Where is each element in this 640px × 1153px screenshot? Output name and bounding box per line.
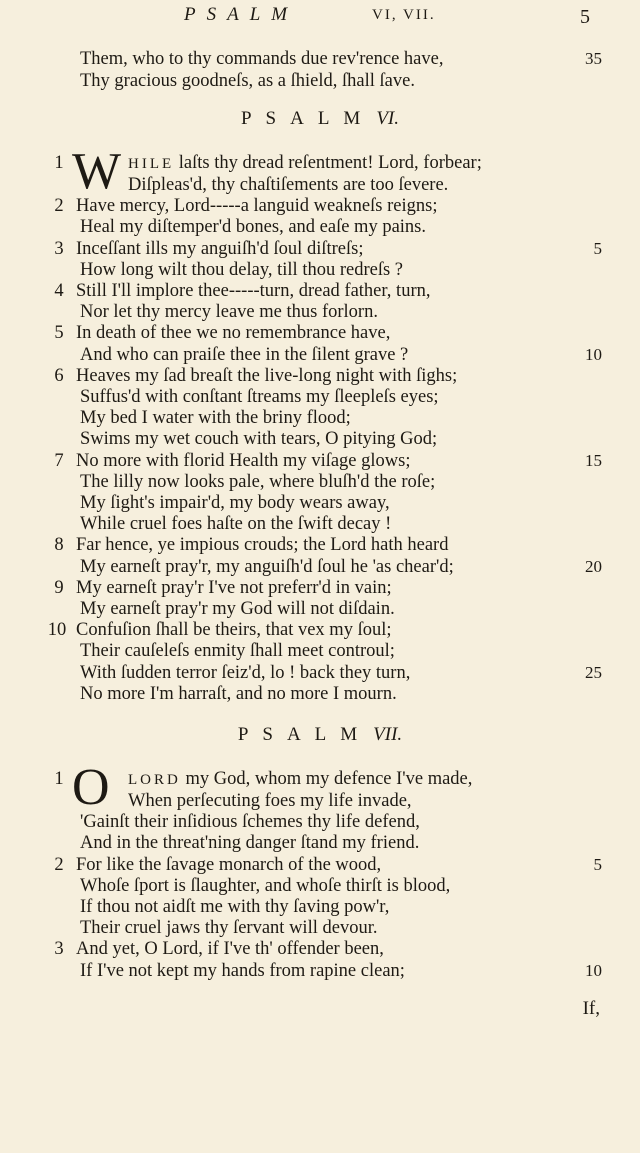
verse-number: 6	[54, 365, 64, 386]
drop-cap: W	[72, 143, 122, 200]
verse-number: 9	[54, 577, 64, 598]
line-number: 35	[585, 49, 602, 68]
verse-line	[0, 790, 640, 812]
verse-number: 5	[54, 323, 64, 344]
verse-text: My bed I water with the briny flood;	[80, 408, 351, 429]
psalm-6-heading	[0, 106, 640, 132]
verse-text: my God, whom my defence I've made,	[180, 769, 473, 789]
verse-text: While cruel foes haſte on the ſwift decay !	[80, 514, 392, 535]
verse-text: Swims my wet couch with tears, O pitying God;	[80, 429, 438, 450]
line-number: 5	[593, 854, 602, 874]
verse-text: If thou not aidſt me with thy ſaving pow'r,	[80, 897, 390, 917]
verse-text: Diſpleas'd, thy chaſtiſements are too ſevere.	[128, 175, 449, 195]
verse-line	[0, 960, 640, 982]
verse-line	[0, 428, 640, 450]
verse-line	[0, 216, 640, 238]
verse-text: The lilly now looks pale, where bluſh'd the roſe;	[80, 471, 436, 492]
verse-number: 3	[54, 939, 64, 960]
verse-line	[0, 556, 640, 578]
verse-line	[0, 896, 640, 918]
verse-line	[0, 832, 640, 854]
verse-text: My earneſt pray'r I've not preferr'd in vain;	[76, 577, 392, 598]
verse-text: Their cruel jaws thy ſervant will devour.	[80, 918, 378, 939]
verse-line	[0, 48, 640, 70]
verse-text: How long wilt thou delay, till thou redreſs ?	[80, 259, 404, 280]
verse-text: And in the threat'ning danger ſtand my friend.	[80, 833, 420, 854]
verse-line	[0, 492, 640, 514]
verse-line	[0, 598, 640, 620]
verse-text: Inceſſant ills my anguiſh'd ſoul diſtreſs;	[76, 238, 364, 259]
verse-line	[0, 365, 640, 387]
verse-text: Have mercy, Lord-----a languid weakneſs reigns;	[76, 196, 438, 217]
verse-line	[128, 768, 628, 790]
verse-line	[0, 386, 640, 408]
verse-line	[0, 407, 640, 429]
page-number: 5	[580, 6, 590, 28]
verse-line	[128, 152, 628, 174]
verse-line	[0, 195, 640, 217]
catchword: If,	[582, 998, 600, 1019]
verse-line	[0, 875, 640, 897]
verse-text: 'Gainſt their inſidious ſchemes thy life defend,	[80, 812, 420, 833]
verse-text: Them, who to thy commands due rev'rence have,	[80, 49, 444, 69]
small-caps-word: LORD	[128, 772, 181, 788]
verse-line	[0, 811, 640, 833]
verse-line	[0, 70, 640, 92]
verse-line	[0, 577, 640, 599]
verse-text: And yet, O Lord, if I've th' offender been,	[76, 939, 384, 960]
running-head	[0, 4, 640, 28]
verse-text: laſts thy dread reſentment! Lord, forbear;	[174, 153, 482, 173]
running-head-psalm-numbers: VI, VII.	[372, 7, 436, 23]
verse-number: 2	[54, 196, 64, 217]
verse-line	[0, 450, 640, 472]
verse-text: My ſight's impair'd, my body wears away,	[80, 493, 390, 513]
line-number: 25	[585, 662, 602, 682]
verse-text: Suffus'd with conſtant ſtreams my ſleepleſs eyes;	[80, 387, 439, 407]
verse-text: With ſudden terror ſeiz'd, lo ! back they turn,	[80, 662, 411, 683]
verse-text: Heaves my ſad breaſt the live-long night with ſighs;	[76, 365, 458, 386]
verse-text: No more I'm harraſt, and no more I mourn.	[80, 683, 397, 704]
line-number: 10	[585, 344, 602, 364]
verse-line	[0, 683, 640, 705]
verse-number: 3	[54, 238, 64, 259]
verse-number: 8	[54, 535, 64, 556]
verse-text: Their cauſeleſs enmity ſhall meet controul;	[80, 641, 395, 662]
verse-text: No more with florid Health my viſage glows;	[76, 450, 411, 471]
verse-line	[0, 301, 640, 323]
verse-line	[0, 322, 640, 344]
verse-line	[0, 280, 640, 302]
psalm-7-heading	[0, 722, 640, 748]
verse-line	[0, 534, 640, 556]
psalm-6-heading-number: VI.	[376, 108, 400, 129]
verse-text: And who can praiſe thee in the ſilent grave ?	[80, 344, 409, 365]
verse-line	[0, 854, 640, 876]
verse-text: When perſecuting foes my life invade,	[128, 791, 412, 811]
verse-line	[0, 259, 640, 281]
verse-number: 2	[54, 854, 64, 875]
verse-text: For like the ſavage monarch of the wood,	[76, 854, 382, 875]
line-number: 10	[585, 960, 602, 980]
verse-text: My earneſt pray'r, my anguiſh'd ſoul he 'as chear'd;	[80, 556, 454, 577]
running-head-title: PSALM	[184, 4, 299, 25]
verse-text: In death of thee we no remembrance have,	[76, 323, 391, 344]
small-caps-word: HILE	[128, 156, 175, 172]
psalm-6-heading-word: PSALM	[240, 108, 375, 129]
verse-text: Confuſion ſhall be theirs, that vex my ſoul;	[76, 620, 392, 641]
verse-number: 10	[47, 620, 67, 641]
verse-number: 1	[54, 769, 64, 789]
line-number: 20	[585, 556, 602, 576]
verse-number: 1	[54, 153, 64, 173]
verse-text: Whoſe ſport is ſlaughter, and whoſe thirſt is blood,	[80, 875, 451, 896]
verse-line	[0, 471, 640, 493]
verse-line	[0, 619, 640, 641]
psalm-7-heading-number: VII.	[373, 724, 403, 745]
verse-line	[0, 238, 640, 260]
verse-text: If I've not kept my hands from rapine clean;	[80, 960, 405, 981]
verse-line	[0, 938, 640, 960]
line-number: 5	[593, 238, 602, 258]
verse-text: Heal my diſtemper'd bones, and eaſe my pains.	[80, 217, 426, 238]
verse-text: Still I'll implore thee-----turn, dread father, turn,	[76, 281, 431, 301]
verse-line	[0, 662, 640, 684]
verse-text: Nor let thy mercy leave me thus forlorn.	[80, 302, 378, 323]
verse-number: 7	[54, 450, 64, 471]
psalm-7-heading-word: PSALM	[237, 724, 372, 745]
line-number: 15	[585, 450, 602, 470]
verse-text: Far hence, ye impious crouds; the Lord hath heard	[76, 535, 449, 556]
verse-line	[0, 174, 640, 196]
verse-line	[0, 917, 640, 939]
verse-line	[0, 513, 640, 535]
verse-text: My earneſt pray'r my God will not diſdain.	[80, 599, 395, 619]
verse-number: 4	[54, 281, 64, 301]
verse-line	[0, 344, 640, 366]
verse-line	[0, 640, 640, 662]
drop-cap: O	[72, 759, 110, 816]
verse-text: Thy gracious goodneſs, as a ſhield, ſhall ſave.	[80, 70, 415, 91]
